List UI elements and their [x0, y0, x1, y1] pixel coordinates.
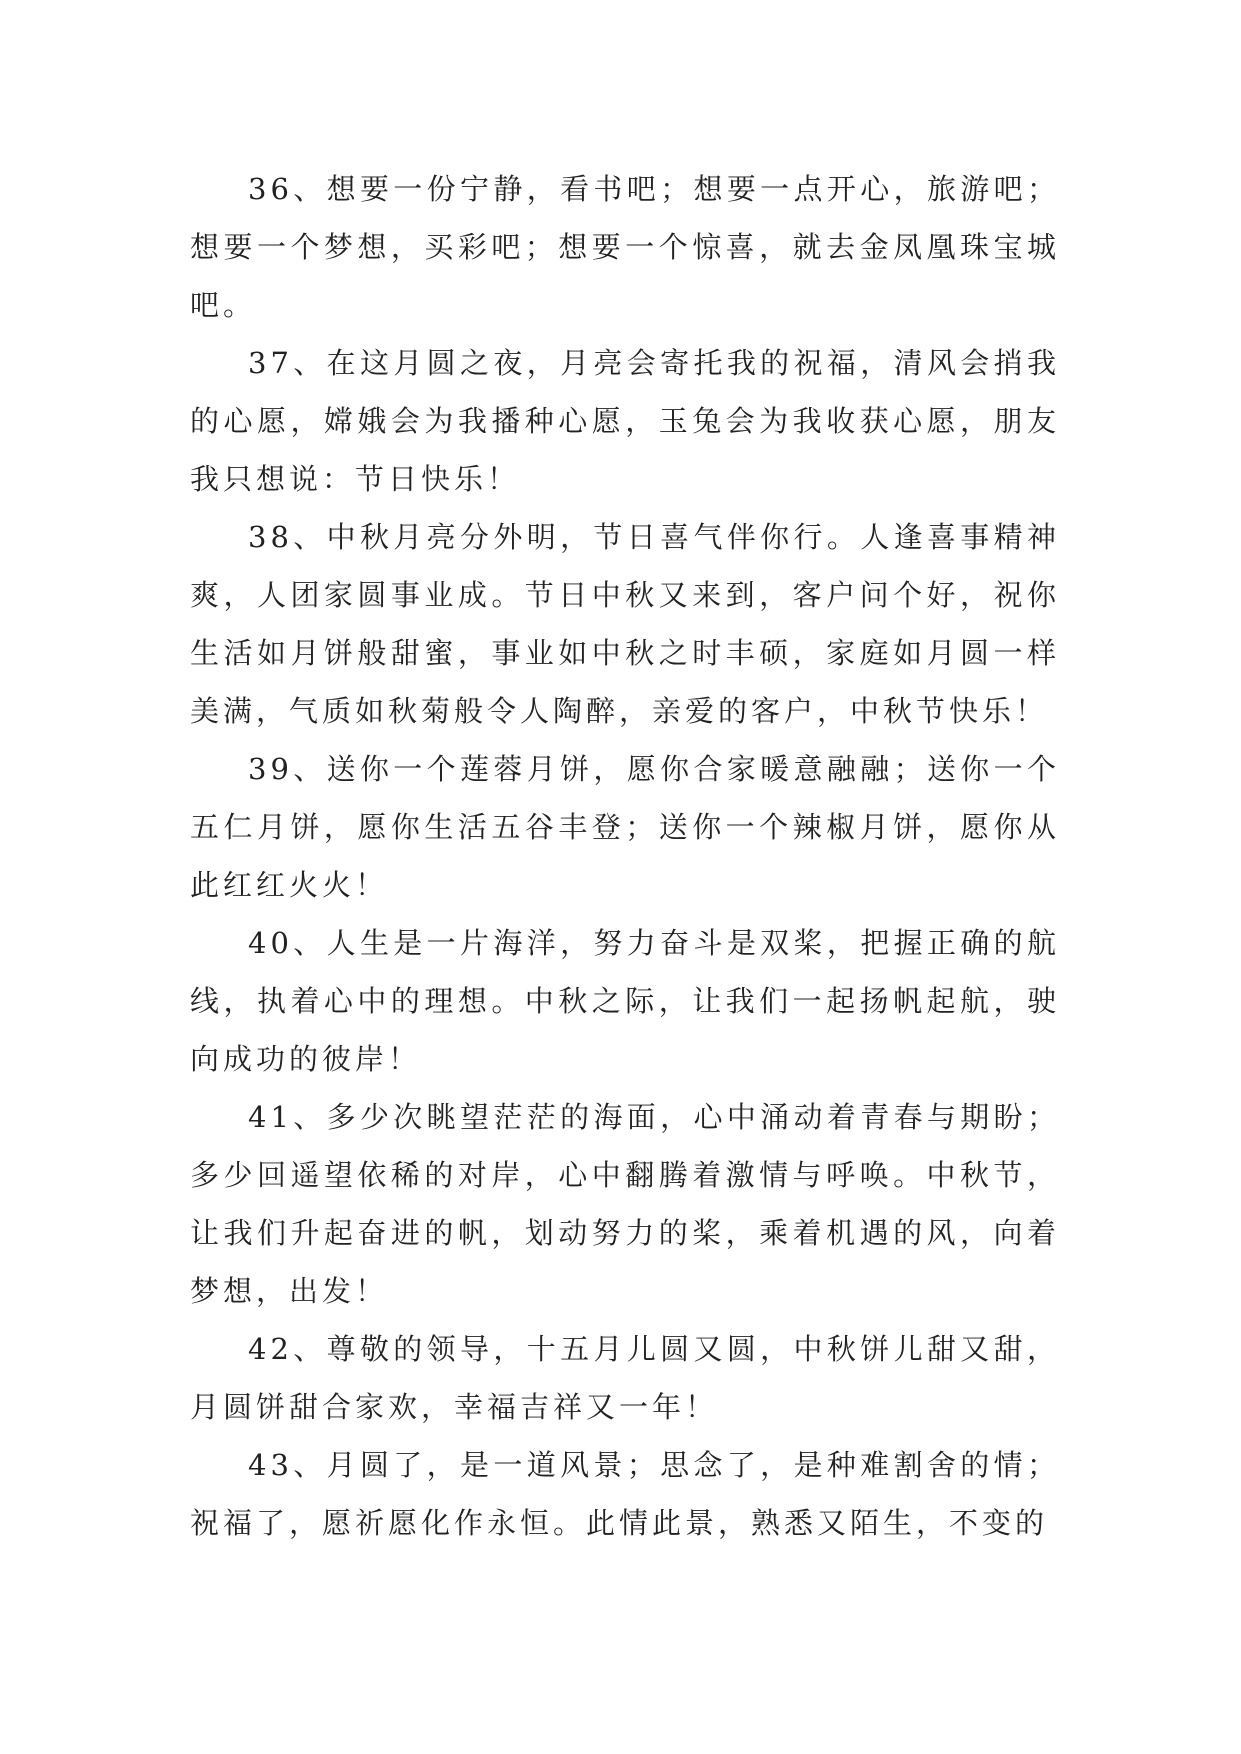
paragraph-41: 41、多少次眺望茫茫的海面，心中涌动着青春与期盼；多少回遥望依稀的对岸，心中翻腾着激情与呼唤。中秋节，让我们升起奋进的帆，划动努力的桨，乘着机遇的风，向着梦想，出发！: [190, 1100, 1060, 1308]
document-body: [190, 160, 1060, 1552]
paragraph-37: 37、在这月圆之夜，月亮会寄托我的祝福，清风会捎我的心愿，嫦娥会为我播种心愿，玉兔会为我收获心愿，朋友我只想说：节日快乐！: [190, 346, 1060, 496]
paragraph-43: 43、月圆了，是一道风景；思念了，是种难割舍的情；祝福了，愿祈愿化作永恒。此情此景，熟悉又陌生，不变的: [190, 1448, 1060, 1540]
paragraph-40: 40、人生是一片海洋，努力奋斗是双桨，把握正确的航线，执着心中的理想。中秋之际，让我们一起扬帆起航，驶向成功的彼岸！: [190, 926, 1060, 1076]
paragraph-42: 42、尊敬的领导，十五月儿圆又圆，中秋饼儿甜又甜，月圆饼甜合家欢，幸福吉祥又一年！: [190, 1332, 1060, 1424]
paragraph-39: 39、送你一个莲蓉月饼，愿你合家暖意融融；送你一个五仁月饼，愿你生活五谷丰登；送你一个辣椒月饼，愿你从此红红火火！: [190, 752, 1060, 902]
paragraph-38: 38、中秋月亮分外明，节日喜气伴你行。人逢喜事精神爽，人团家圆事业成。节日中秋又来到，客户问个好，祝你生活如月饼般甜蜜，事业如中秋之时丰硕，家庭如月圆一样美满，气质如秋菊般令人陶醉，亲爱的客户，中秋节快乐！: [190, 520, 1060, 728]
paragraph-36: 36、想要一份宁静，看书吧；想要一点开心，旅游吧；想要一个梦想，买彩吧；想要一个惊喜，就去金凤凰珠宝城吧。: [190, 172, 1060, 322]
